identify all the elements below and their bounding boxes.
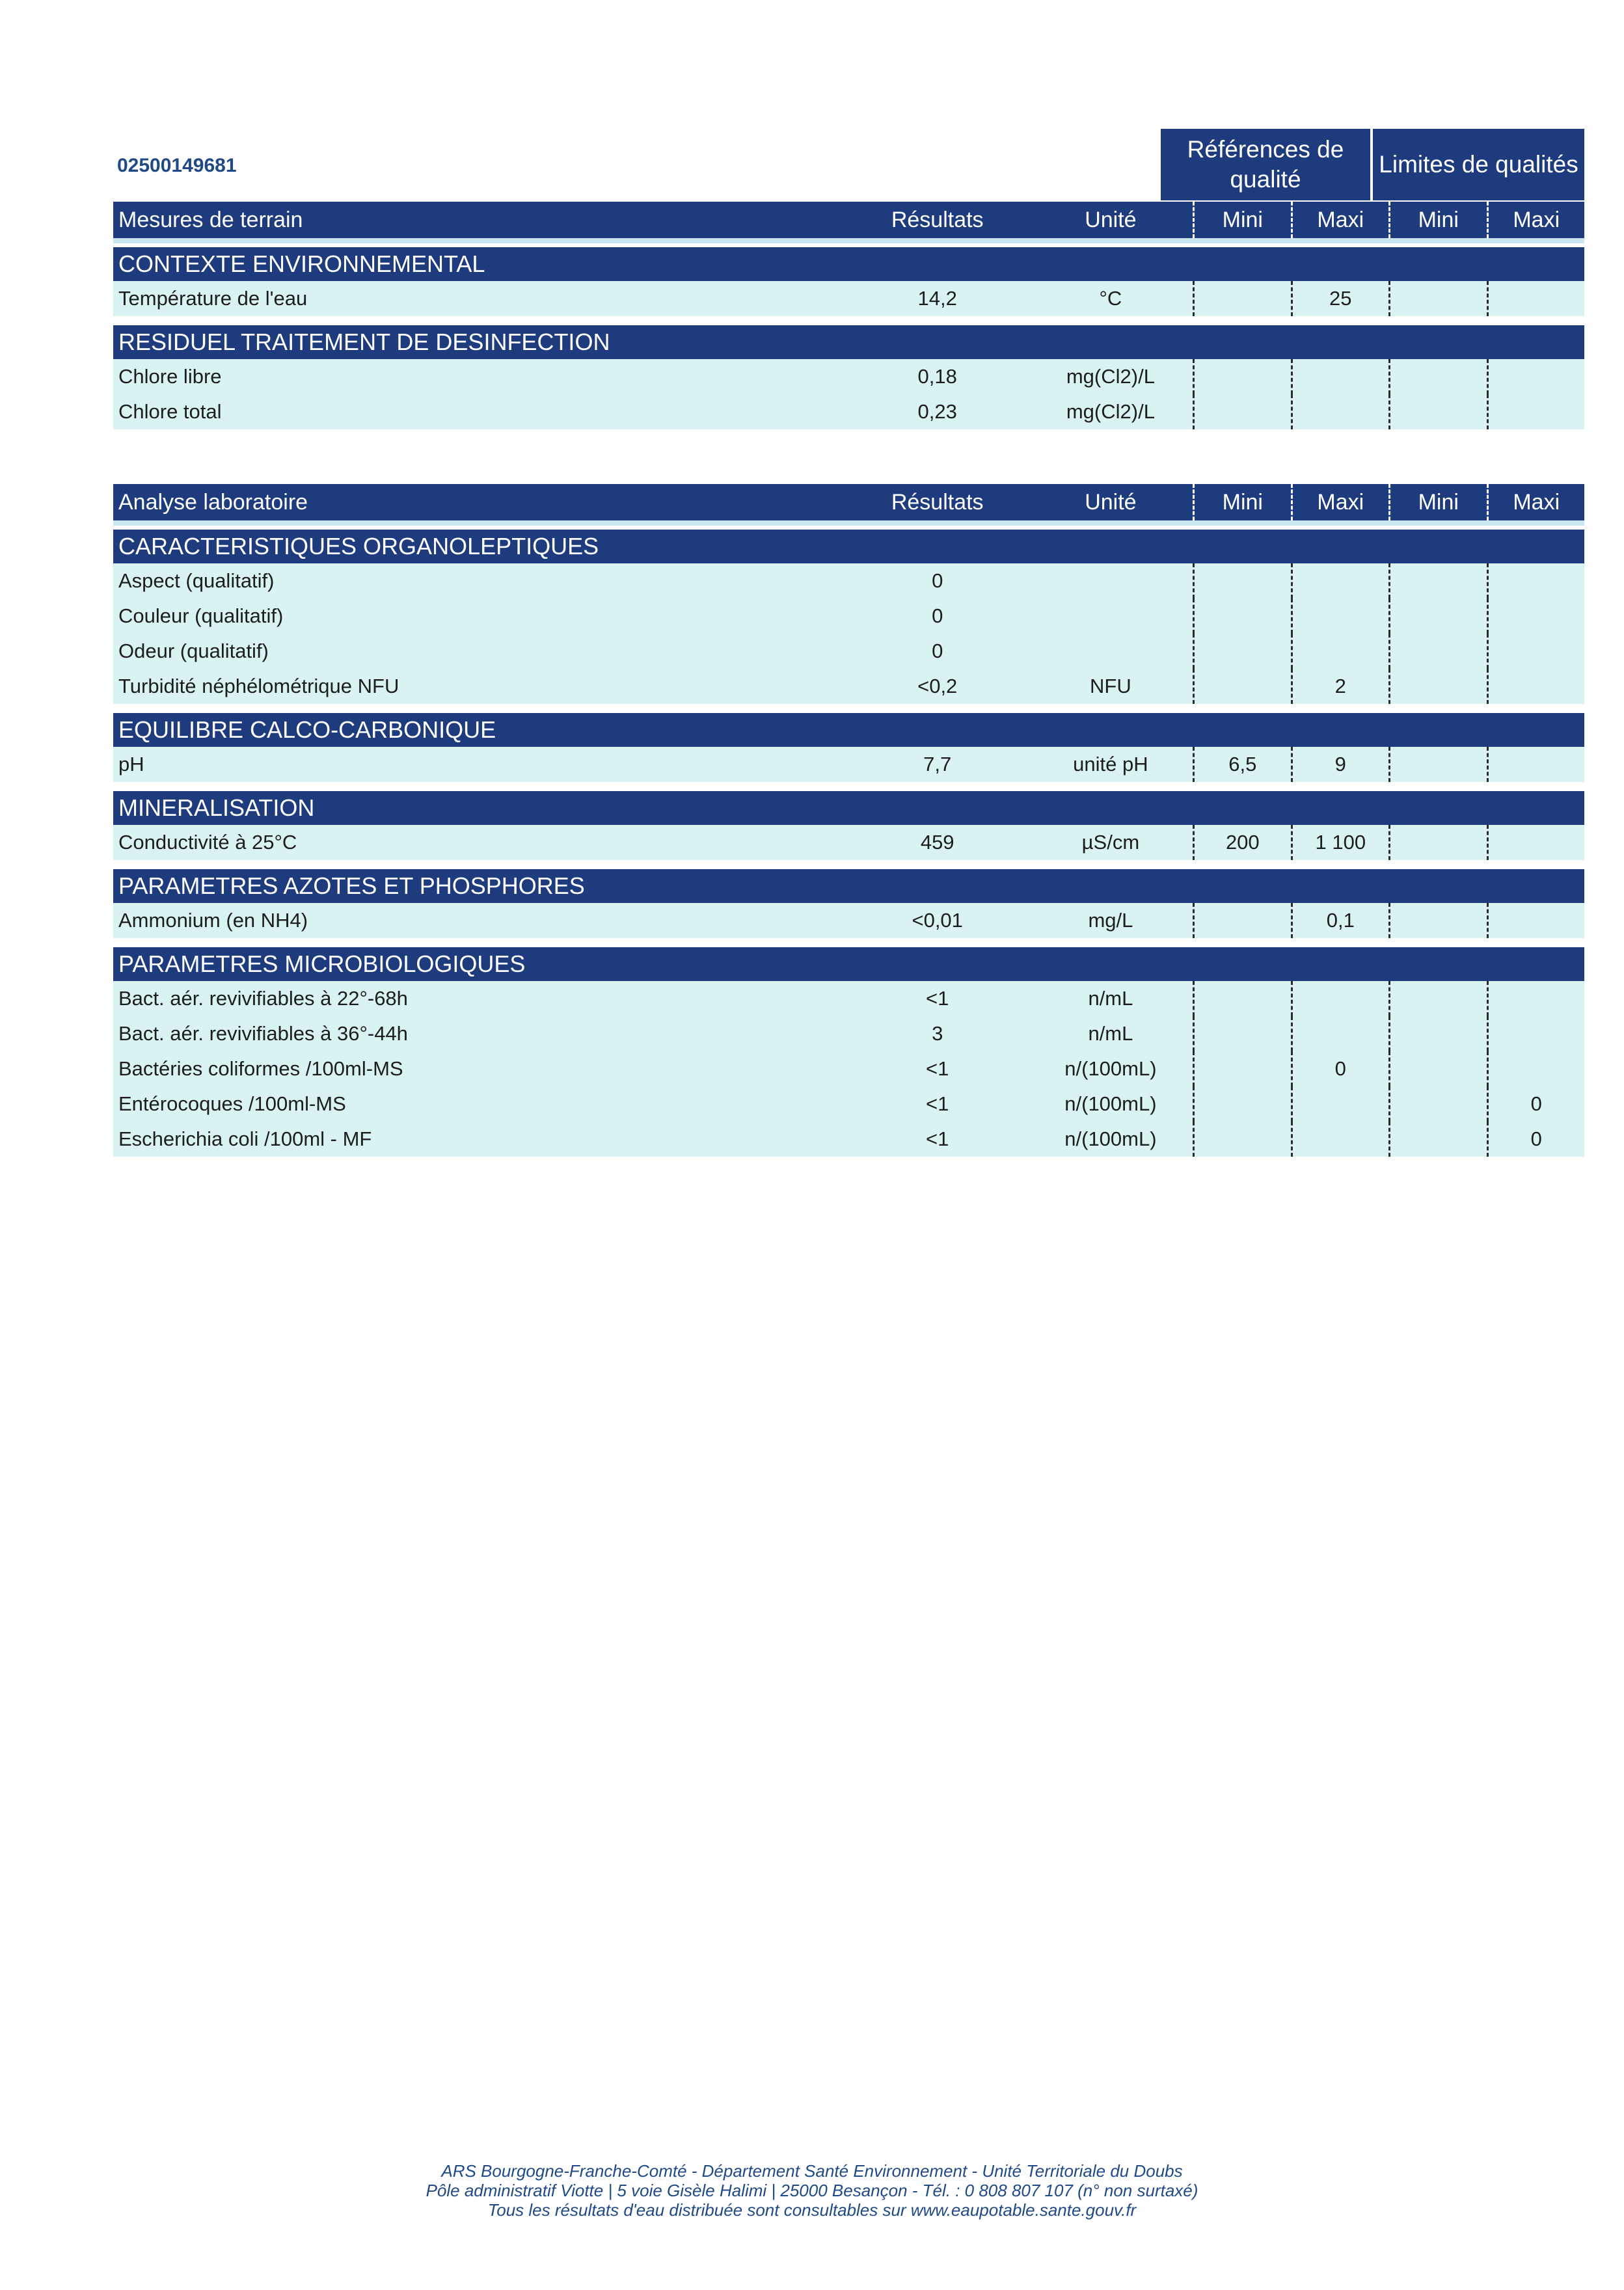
ref-min-value: 200: [1193, 825, 1290, 860]
parameter-label: Chlore libre: [118, 365, 222, 388]
lim-min-value: [1388, 1122, 1486, 1157]
result-value: 0: [932, 604, 943, 627]
header-ref-max: Maxi: [1291, 484, 1388, 520]
result-value: <1: [926, 1127, 949, 1150]
lim-min-value: [1388, 903, 1486, 938]
lim-min-value: [1388, 563, 1486, 599]
unit-value: n/mL: [1088, 987, 1133, 1010]
lim-max-value: [1487, 599, 1584, 634]
result-value: <1: [926, 987, 949, 1010]
ref-max-value: 0: [1291, 1051, 1388, 1086]
result-value: 7,7: [923, 753, 952, 775]
lim-min-value: [1388, 634, 1486, 669]
ref-min-value: [1193, 1122, 1290, 1157]
parameter-label: Entérocoques /100ml-MS: [118, 1092, 346, 1115]
table-row: [113, 669, 1584, 704]
lim-max-value: [1487, 281, 1584, 316]
unit-value: n/(100mL): [1064, 1057, 1157, 1080]
ref-min-value: [1193, 1016, 1290, 1051]
header-lim-max: Maxi: [1487, 484, 1584, 520]
lim-max-value: [1487, 669, 1584, 704]
table-row: [113, 1051, 1584, 1086]
lim-max-value: 0: [1487, 1122, 1584, 1157]
unit-value: unité pH: [1073, 753, 1148, 775]
lim-max-value: [1487, 1016, 1584, 1051]
table-header-row: [113, 202, 1584, 243]
ref-min-value: [1193, 394, 1290, 429]
header-unit: Unité: [1085, 489, 1137, 515]
result-value: <0,01: [912, 909, 963, 932]
ref-min-value: [1193, 281, 1290, 316]
result-value: 3: [932, 1022, 943, 1045]
header-label: Analyse laboratoire: [118, 489, 308, 515]
lim-max-value: [1487, 825, 1584, 860]
ref-max-value: [1291, 359, 1388, 394]
header-ref-min: Mini: [1193, 484, 1290, 520]
section-title: EQUILIBRE CALCO-CARBONIQUE: [113, 713, 1584, 747]
table-row: [113, 825, 1584, 860]
table-row: [113, 563, 1584, 599]
lim-max-value: [1487, 394, 1584, 429]
ref-min-value: [1193, 981, 1290, 1016]
result-value: <1: [926, 1092, 949, 1115]
unit-value: n/(100mL): [1064, 1127, 1157, 1150]
header-ref-min: Mini: [1193, 202, 1290, 238]
ref-min-value: [1193, 634, 1290, 669]
parameter-label: Température de l'eau: [118, 287, 308, 310]
result-value: 0,18: [917, 365, 957, 388]
section-title: PARAMETRES MICROBIOLOGIQUES: [113, 947, 1584, 981]
result-value: 0,23: [917, 400, 957, 423]
lim-max-value: 0: [1487, 1086, 1584, 1122]
lim-max-value: [1487, 634, 1584, 669]
lim-max-value: [1487, 359, 1584, 394]
header-lim-min: Mini: [1388, 202, 1486, 238]
unit-value: n/mL: [1088, 1022, 1133, 1045]
lim-min-value: [1388, 281, 1486, 316]
parameter-label: Escherichia coli /100ml - MF: [118, 1127, 372, 1150]
ref-max-value: 25: [1291, 281, 1388, 316]
section-title: CONTEXTE ENVIRONNEMENTAL: [113, 247, 1584, 281]
parameter-label: Bactéries coliformes /100ml-MS: [118, 1057, 403, 1080]
section-title: MINERALISATION: [113, 791, 1584, 825]
unit-value: mg/L: [1088, 909, 1133, 932]
lim-min-value: [1388, 1016, 1486, 1051]
lim-max-value: [1487, 747, 1584, 782]
field-measurements-table: [113, 202, 1584, 429]
footer-line-2: Pôle administratif Viotte | 5 voie Gisèle Halimi | 25000 Besançon - Tél. : 0 808 807 107 (n° non surtaxé): [426, 2181, 1198, 2200]
quality-limits-header: Limites de qualités: [1373, 129, 1584, 200]
parameter-label: Turbidité néphélométrique NFU: [118, 675, 399, 697]
table-header-row: [113, 484, 1584, 526]
ref-max-value: [1291, 981, 1388, 1016]
ref-min-value: [1193, 563, 1290, 599]
unit-value: °C: [1099, 287, 1122, 310]
lim-min-value: [1388, 981, 1486, 1016]
result-value: 459: [920, 831, 954, 854]
lim-min-value: [1388, 747, 1486, 782]
unit-value: µS/cm: [1081, 831, 1140, 854]
table-row: [113, 981, 1584, 1016]
ref-min-value: [1193, 599, 1290, 634]
lim-min-value: [1388, 1051, 1486, 1086]
parameter-label: Odeur (qualitatif): [118, 640, 269, 662]
unit-value: NFU: [1090, 675, 1131, 697]
ref-max-value: 1 100: [1291, 825, 1388, 860]
parameter-label: Couleur (qualitatif): [118, 604, 284, 627]
header-results: Résultats: [891, 489, 984, 515]
lim-max-value: [1487, 903, 1584, 938]
lim-min-value: [1388, 394, 1486, 429]
table-row: [113, 1122, 1584, 1157]
footer-line-3: Tous les résultats d'eau distribuée sont consultables sur www.eaupotable.sante.gouv.fr: [487, 2200, 1137, 2220]
header-lim-max: Maxi: [1487, 202, 1584, 238]
table-row: [113, 359, 1584, 394]
ref-min-value: [1193, 903, 1290, 938]
lim-min-value: [1388, 1086, 1486, 1122]
ref-max-value: 9: [1291, 747, 1388, 782]
quality-references-header: Références de qualité: [1161, 129, 1370, 200]
lim-max-value: [1487, 1051, 1584, 1086]
lim-min-value: [1388, 359, 1486, 394]
header-lim-min: Mini: [1388, 484, 1486, 520]
header-label: Mesures de terrain: [118, 207, 303, 232]
ref-min-value: 6,5: [1193, 747, 1290, 782]
table-row: [113, 1016, 1584, 1051]
laboratory-analysis-table: [113, 484, 1584, 1157]
page-footer: [0, 2161, 1624, 2220]
table-row: [113, 747, 1584, 782]
lim-min-value: [1388, 599, 1486, 634]
result-value: 14,2: [917, 287, 957, 310]
ref-max-value: [1291, 634, 1388, 669]
lim-min-value: [1388, 669, 1486, 704]
section-title: CARACTERISTIQUES ORGANOLEPTIQUES: [113, 530, 1584, 563]
lim-min-value: [1388, 825, 1486, 860]
parameter-label: Ammonium (en NH4): [118, 909, 308, 932]
ref-max-value: [1291, 1086, 1388, 1122]
table-row: [113, 1086, 1584, 1122]
header-ref-max: Maxi: [1291, 202, 1388, 238]
unit-value: mg(Cl2)/L: [1066, 400, 1155, 423]
lim-max-value: [1487, 981, 1584, 1016]
result-value: <0,2: [917, 675, 958, 697]
parameter-label: Bact. aér. revivifiables à 22°-68h: [118, 987, 408, 1010]
parameter-label: Aspect (qualitatif): [118, 569, 275, 592]
ref-min-value: [1193, 669, 1290, 704]
result-value: 0: [932, 569, 943, 592]
ref-min-value: [1193, 1051, 1290, 1086]
ref-max-value: 2: [1291, 669, 1388, 704]
parameter-label: pH: [118, 753, 144, 775]
table-row: [113, 394, 1584, 429]
ref-max-value: [1291, 394, 1388, 429]
result-value: <1: [926, 1057, 949, 1080]
section-title: PARAMETRES AZOTES ET PHOSPHORES: [113, 869, 1584, 903]
table-row: [113, 281, 1584, 316]
unit-value: n/(100mL): [1064, 1092, 1157, 1115]
header-results: Résultats: [891, 207, 984, 232]
header-unit: Unité: [1085, 207, 1137, 232]
table-row: [113, 903, 1584, 938]
ref-max-value: [1291, 1016, 1388, 1051]
parameter-label: Chlore total: [118, 400, 222, 423]
ref-max-value: [1291, 599, 1388, 634]
lim-max-value: [1487, 563, 1584, 599]
parameter-label: Conductivité à 25°C: [118, 831, 297, 854]
ref-min-value: [1193, 1086, 1290, 1122]
parameter-label: Bact. aér. revivifiables à 36°-44h: [118, 1022, 408, 1045]
footer-line-1: ARS Bourgogne-Franche-Comté - Département Santé Environnement - Unité Territoriale du Doubs: [441, 2161, 1183, 2181]
table-row: [113, 634, 1584, 669]
document-id: 02500149681: [117, 155, 237, 176]
ref-max-value: [1291, 563, 1388, 599]
table-row: [113, 599, 1584, 634]
result-value: 0: [932, 640, 943, 662]
unit-value: mg(Cl2)/L: [1066, 365, 1155, 388]
ref-min-value: [1193, 359, 1290, 394]
ref-max-value: [1291, 1122, 1388, 1157]
section-title: RESIDUEL TRAITEMENT DE DESINFECTION: [113, 325, 1584, 359]
ref-max-value: 0,1: [1291, 903, 1388, 938]
